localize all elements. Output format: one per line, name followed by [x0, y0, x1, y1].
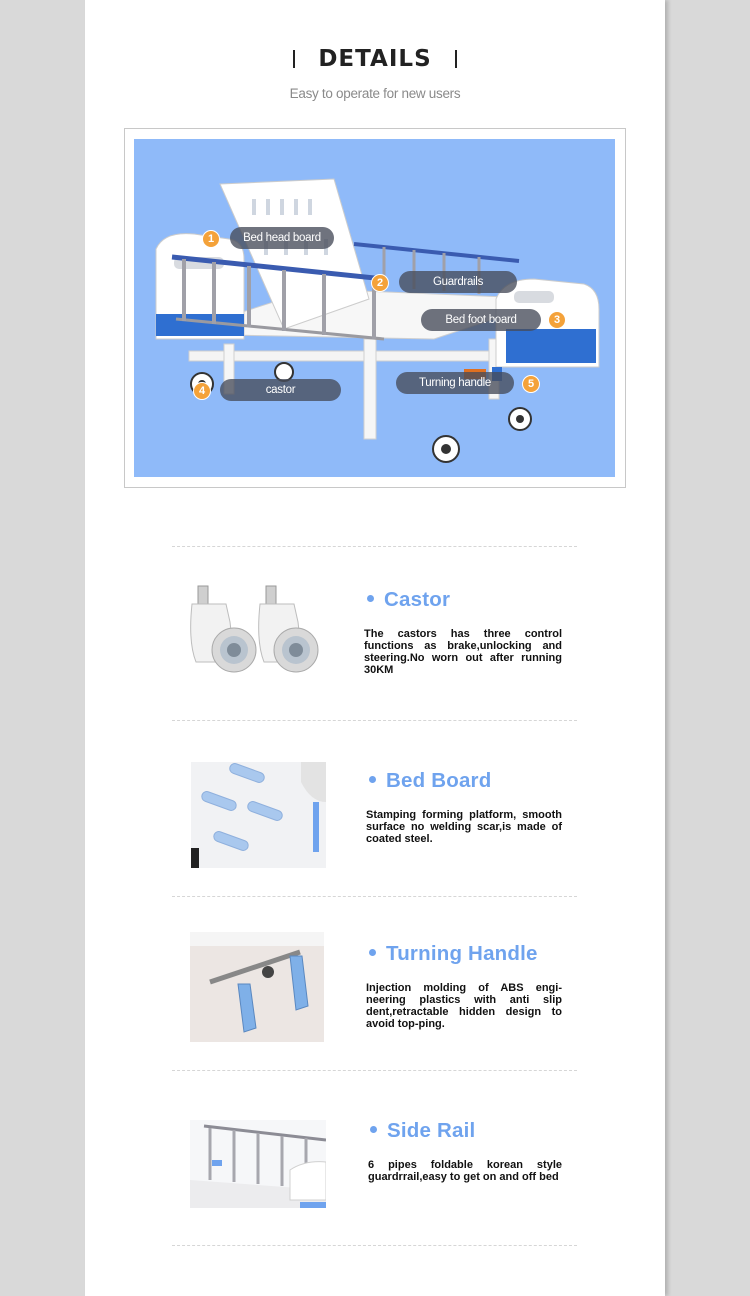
callout-number-5: 5 [522, 375, 540, 393]
bullet-icon [367, 595, 374, 602]
castor-illustration [186, 582, 322, 682]
section-divider [172, 546, 577, 547]
feature-title-bed-board [369, 769, 491, 793]
feature-title-text: Castor [384, 588, 451, 611]
product-detail-page [85, 0, 665, 1296]
callout-number-2: 2 [371, 274, 389, 292]
feature-title-text: Turning Handle [386, 942, 538, 965]
bullet-icon [370, 1126, 377, 1133]
castor-image [186, 582, 322, 692]
hospital-bed-image [134, 139, 615, 477]
feature-title-turning-handle [369, 942, 538, 966]
feature-desc-bed-board: Stamping forming platform, smooth surface no welding scar,is made of coated steel. [366, 809, 562, 845]
side-rail-image [190, 1120, 326, 1208]
turning-handle-image [190, 932, 324, 1042]
callout-bed-foot-board: Bed foot board [421, 309, 541, 331]
callout-number-3: 3 [548, 311, 566, 329]
callout-guardrails: Guardrails [399, 271, 517, 293]
callout-castor: castor [220, 379, 341, 401]
feature-title-text: Side Rail [387, 1119, 476, 1142]
side-rail-illustration [190, 1120, 326, 1208]
hospital-bed-illustration [134, 139, 615, 477]
section-divider [172, 896, 577, 897]
section-divider [172, 1070, 577, 1071]
page-title: DETAILS [318, 46, 432, 72]
callout-number-4: 4 [193, 382, 211, 400]
hero-image-frame [124, 128, 626, 488]
page-subtitle: Easy to operate for new users [289, 86, 461, 101]
bullet-icon [369, 949, 376, 956]
feature-desc-turning-handle: Injection molding of ABS engi-neering plastics with anti slip dent,retractable hidden design to avoid top-ping. [366, 982, 562, 1030]
section-divider [172, 720, 577, 721]
bed-board-image [191, 762, 326, 868]
feature-title-text: Bed Board [386, 769, 492, 792]
turning-handle-illustration [190, 932, 324, 1042]
section-divider [172, 1245, 577, 1246]
feature-desc-castor: The castors has three control functions as brake,unlocking and steering.No worn out after running 30KM [364, 628, 562, 676]
bed-board-illustration [191, 762, 326, 868]
feature-title-side-rail [370, 1119, 475, 1143]
feature-title-castor [367, 588, 450, 612]
bullet-icon [369, 776, 376, 783]
callout-bed-head-board: Bed head board [230, 227, 334, 249]
title-right-bar [455, 50, 457, 68]
callout-turning-handle: Turning handle [396, 372, 514, 394]
feature-desc-side-rail: 6 pipes foldable korean style guardrrail,easy to get on and off bed [368, 1159, 562, 1183]
callout-number-1: 1 [202, 230, 220, 248]
